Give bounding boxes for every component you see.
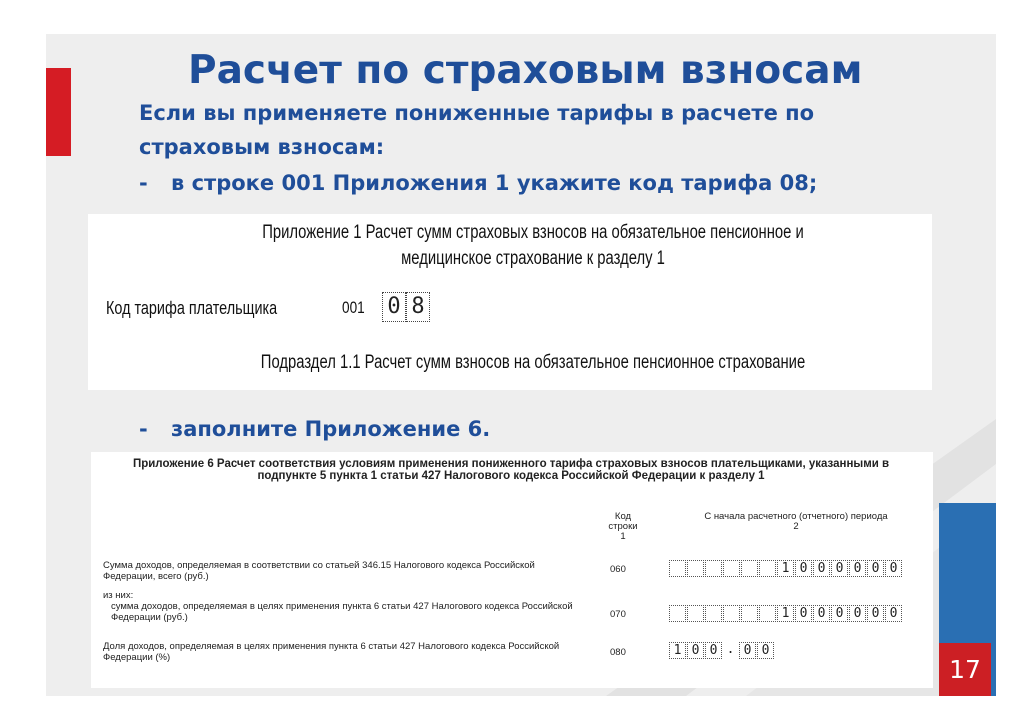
- value-cell: [705, 560, 722, 577]
- value-cell: 0: [831, 605, 848, 622]
- slide-title: Расчет по страховым взносам: [188, 48, 863, 93]
- value-cell: [723, 605, 740, 622]
- red-accent-bar: [46, 68, 71, 156]
- value-cell: 0: [739, 642, 756, 659]
- tariff-code-digit: 8: [406, 292, 430, 322]
- value-cell: 0: [757, 642, 774, 659]
- value-cell: 1: [777, 605, 794, 622]
- column-header-code-number: 1: [620, 531, 626, 542]
- page-number: 17: [939, 643, 991, 696]
- row-description: сумма доходов, определяемая в целях применения пункта 6 статьи 427 Налогового кодекса Российской Федерации (руб.): [111, 601, 573, 623]
- value-cell: [759, 560, 776, 577]
- value-cell: [705, 605, 722, 622]
- value-cell: 0: [795, 560, 812, 577]
- value-cells: [669, 642, 775, 659]
- value-cell: [687, 560, 704, 577]
- form1-subheading: Подраздел 1.1 Расчет сумм взносов на обязательное пенсионное страхование: [260, 352, 806, 373]
- value-cell: 1: [777, 560, 794, 577]
- value-cell: 0: [687, 642, 704, 659]
- form1-heading: Приложение 1 Расчет сумм страховых взносов на обязательное пенсионное и медицинское страхование к разделу 1: [262, 222, 804, 269]
- value-cell: 0: [795, 605, 812, 622]
- value-cell: [669, 560, 686, 577]
- value-cell: 0: [867, 605, 884, 622]
- value-cell: [741, 605, 758, 622]
- value-cell: 1: [669, 642, 686, 659]
- value-cell: 0: [849, 560, 866, 577]
- value-cell: [759, 605, 776, 622]
- value-cell: 0: [885, 560, 902, 577]
- value-cell: [723, 560, 740, 577]
- intro-text: Если вы применяете пониженные тарифы в расчете по страховым взносам:: [139, 101, 815, 159]
- row-code: 080: [610, 647, 626, 658]
- line-number: 001: [342, 298, 365, 317]
- value-cell: 0: [831, 560, 848, 577]
- row-code: 070: [610, 609, 626, 620]
- value-cells: [669, 605, 903, 622]
- column-header-period-number: 2: [793, 521, 799, 532]
- row-code: 060: [610, 564, 626, 575]
- tariff-code-label: Код тарифа плательщика: [106, 298, 278, 318]
- tariff-code-digit: 0: [382, 292, 406, 322]
- column-header-code-label: Код строки: [608, 511, 638, 532]
- value-cell: 0: [813, 605, 830, 622]
- bullet-dash: -: [139, 171, 148, 195]
- form-appendix-6: [91, 452, 933, 688]
- value-cell: 0: [885, 605, 902, 622]
- form6-heading: Приложение 6 Расчет соответствия условиям применения пониженного тарифа страховых взносов плательщиками, указанными в подпункте 5 пункта 1 статьи 427 Налогового кодекса Российской Федерации к разделу 1: [132, 458, 890, 482]
- bullet-text: в строке 001 Приложения 1 укажите код тарифа 08;: [171, 171, 818, 195]
- bullet-item: [139, 417, 490, 441]
- column-header-code: [603, 512, 643, 542]
- row-description: Сумма доходов, определяемая в соответствии со статьей 346.15 Налогового кодекса Российской Федерации, всего (руб.): [103, 560, 535, 582]
- value-cells: [669, 560, 903, 577]
- bullet-text: заполните Приложение 6.: [171, 417, 491, 441]
- bullet-dash: -: [139, 417, 148, 441]
- value-cell: 0: [867, 560, 884, 577]
- row-prefix: из них:: [103, 590, 134, 601]
- bullet-item: [139, 171, 817, 195]
- value-cell: 0: [705, 642, 722, 659]
- column-header-period: [681, 512, 911, 532]
- value-cell: 0: [849, 605, 866, 622]
- column-header-period-label: С начала расчетного (отчетного) периода: [704, 511, 888, 522]
- value-cell: [669, 605, 686, 622]
- row-description: Доля доходов, определяемая в целях применения пункта 6 статьи 427 Налогового кодекса Российской Федерации (%): [103, 641, 560, 663]
- value-cell: 0: [813, 560, 830, 577]
- value-cell: [687, 605, 704, 622]
- value-cell: .: [726, 642, 735, 657]
- form-appendix-1: [88, 214, 932, 390]
- value-cell: [741, 560, 758, 577]
